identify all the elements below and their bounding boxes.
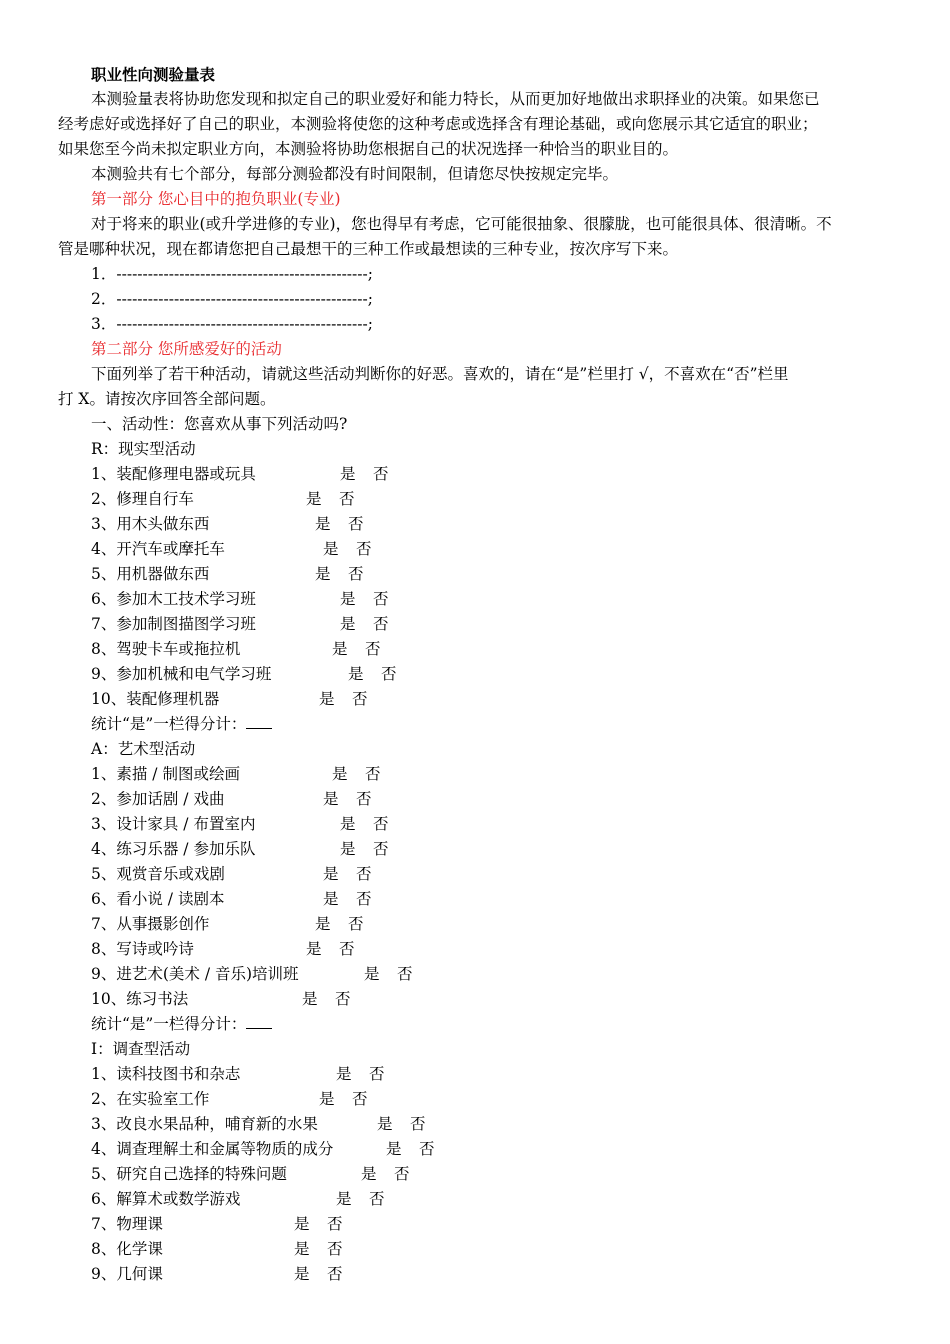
yes-option[interactable]: 是 bbox=[348, 665, 364, 683]
no-option[interactable]: 否 bbox=[327, 1215, 343, 1233]
no-option[interactable]: 否 bbox=[335, 990, 351, 1008]
yes-option[interactable]: 是 bbox=[319, 1090, 335, 1108]
yes-option[interactable]: 是 bbox=[315, 565, 331, 583]
activity-item: 10、装配修理机器 bbox=[91, 690, 220, 708]
no-option[interactable]: 否 bbox=[348, 515, 364, 533]
section-a-title: A：艺术型活动 bbox=[91, 740, 196, 758]
activity-item: 3、用木头做东西 bbox=[91, 515, 210, 533]
part2-para-line-2: 打 X。请按次序回答全部问题。 bbox=[58, 390, 276, 408]
yes-option[interactable]: 是 bbox=[340, 840, 356, 858]
no-option[interactable]: 否 bbox=[327, 1240, 343, 1258]
no-option[interactable]: 否 bbox=[356, 890, 372, 908]
no-option[interactable]: 否 bbox=[339, 940, 355, 958]
answer-blank-2[interactable]: 2．------------------------------------------------; bbox=[91, 290, 373, 308]
score-blank[interactable] bbox=[246, 712, 272, 729]
activity-item: 4、开汽车或摩托车 bbox=[91, 540, 225, 558]
no-option[interactable]: 否 bbox=[352, 690, 368, 708]
activity-item: 7、参加制图描图学习班 bbox=[91, 615, 256, 633]
tally-label: 统计“是”一栏得分计： bbox=[91, 1015, 247, 1033]
no-option[interactable]: 否 bbox=[339, 490, 355, 508]
activity-item: 10、练习书法 bbox=[91, 990, 189, 1008]
activity-item: 9、进艺术(美术 / 音乐)培训班 bbox=[91, 965, 299, 983]
yes-option[interactable]: 是 bbox=[364, 965, 380, 983]
part1-para-line-2: 管是哪种状况，现在都请您把自己最想干的三种工作或最想读的三种专业，按次序写下来。 bbox=[58, 240, 679, 258]
no-option[interactable]: 否 bbox=[373, 590, 389, 608]
yes-option[interactable]: 是 bbox=[336, 1065, 352, 1083]
yes-option[interactable]: 是 bbox=[319, 690, 335, 708]
activity-item: 7、从事摄影创作 bbox=[91, 915, 210, 933]
part2-para-line-1: 下面列举了若干种活动，请就这些活动判断你的好恶。喜欢的，请在“是”栏里打 √，不喜欢在“否”栏里 bbox=[91, 365, 789, 383]
no-option[interactable]: 否 bbox=[369, 1190, 385, 1208]
activity-item: 2、参加话剧 / 戏曲 bbox=[91, 790, 225, 808]
no-option[interactable]: 否 bbox=[410, 1115, 426, 1133]
activity-item: 6、看小说 / 读剧本 bbox=[91, 890, 225, 908]
yes-option[interactable]: 是 bbox=[306, 940, 322, 958]
yes-option[interactable]: 是 bbox=[340, 615, 356, 633]
yes-option[interactable]: 是 bbox=[294, 1240, 310, 1258]
part1-para-line-1: 对于将来的职业(或升学进修的专业)，您也得早有考虑，它可能很抽象、很朦胧，也可能很具体、很清晰。不 bbox=[91, 215, 832, 233]
activity-item: 9、参加机械和电气学习班 bbox=[91, 665, 272, 683]
yes-option[interactable]: 是 bbox=[302, 990, 318, 1008]
section-i-title: I：调查型活动 bbox=[91, 1040, 191, 1058]
answer-blank-3[interactable]: 3．------------------------------------------------; bbox=[91, 315, 373, 333]
no-option[interactable]: 否 bbox=[373, 840, 389, 858]
activity-item: 1、素描 / 制图或绘画 bbox=[91, 765, 240, 783]
activity-item: 2、修理自行车 bbox=[91, 490, 194, 508]
no-option[interactable]: 否 bbox=[381, 665, 397, 683]
activity-item: 6、参加木工技术学习班 bbox=[91, 590, 256, 608]
no-option[interactable]: 否 bbox=[369, 1065, 385, 1083]
yes-option[interactable]: 是 bbox=[294, 1215, 310, 1233]
activity-item: 7、物理课 bbox=[91, 1215, 163, 1233]
yes-option[interactable]: 是 bbox=[323, 790, 339, 808]
yes-option[interactable]: 是 bbox=[315, 515, 331, 533]
yes-option[interactable]: 是 bbox=[323, 865, 339, 883]
yes-option[interactable]: 是 bbox=[306, 490, 322, 508]
yes-option[interactable]: 是 bbox=[377, 1115, 393, 1133]
question-heading: 一、活动性：您喜欢从事下列活动吗? bbox=[91, 415, 348, 433]
activity-item: 4、练习乐器 / 参加乐队 bbox=[91, 840, 256, 858]
yes-option[interactable]: 是 bbox=[323, 540, 339, 558]
no-option[interactable]: 否 bbox=[356, 865, 372, 883]
no-option[interactable]: 否 bbox=[397, 965, 413, 983]
activity-item: 3、改良水果品种，哺育新的水果 bbox=[91, 1115, 318, 1133]
activity-item: 8、化学课 bbox=[91, 1240, 163, 1258]
yes-option[interactable]: 是 bbox=[315, 915, 331, 933]
yes-option[interactable]: 是 bbox=[361, 1165, 377, 1183]
no-option[interactable]: 否 bbox=[365, 765, 381, 783]
activity-item: 6、解算术或数学游戏 bbox=[91, 1190, 241, 1208]
intro-line-1: 本测验量表将协助您发现和拟定自己的职业爱好和能力特长，从而更加好地做出求职择业的决策。如果您已 bbox=[91, 90, 820, 108]
no-option[interactable]: 否 bbox=[373, 615, 389, 633]
part1-heading: 第一部分 您心目中的抱负职业(专业) bbox=[91, 190, 341, 208]
no-option[interactable]: 否 bbox=[356, 540, 372, 558]
activity-item: 5、研究自己选择的特殊问题 bbox=[91, 1165, 287, 1183]
activity-item: 1、读科技图书和杂志 bbox=[91, 1065, 241, 1083]
activity-item: 3、设计家具 / 布置室内 bbox=[91, 815, 256, 833]
no-option[interactable]: 否 bbox=[352, 1090, 368, 1108]
intro-line-3: 如果您至今尚未拟定职业方向，本测验将协助您根据自己的状况选择一种恰当的职业目的。 bbox=[58, 140, 679, 158]
activity-item: 8、写诗或吟诗 bbox=[91, 940, 194, 958]
no-option[interactable]: 否 bbox=[373, 815, 389, 833]
yes-option[interactable]: 是 bbox=[340, 465, 356, 483]
no-option[interactable]: 否 bbox=[373, 465, 389, 483]
activity-item: 9、几何课 bbox=[91, 1265, 163, 1283]
section-r-title: R：现实型活动 bbox=[91, 440, 196, 458]
activity-item: 8、驾驶卡车或拖拉机 bbox=[91, 640, 241, 658]
yes-option[interactable]: 是 bbox=[332, 765, 348, 783]
tally-label: 统计“是”一栏得分计： bbox=[91, 715, 247, 733]
tally-line bbox=[91, 712, 272, 737]
activity-item: 5、观赏音乐或戏剧 bbox=[91, 865, 225, 883]
yes-option[interactable]: 是 bbox=[386, 1140, 402, 1158]
yes-option[interactable]: 是 bbox=[323, 890, 339, 908]
yes-option[interactable]: 是 bbox=[336, 1190, 352, 1208]
part2-heading: 第二部分 您所感爱好的活动 bbox=[91, 340, 282, 358]
activity-item: 1、装配修理电器或玩具 bbox=[91, 465, 256, 483]
no-option[interactable]: 否 bbox=[356, 790, 372, 808]
no-option[interactable]: 否 bbox=[419, 1140, 435, 1158]
score-blank[interactable] bbox=[246, 1012, 272, 1029]
document-title: 职业性向测验量表 bbox=[91, 65, 216, 84]
yes-option[interactable]: 是 bbox=[332, 640, 348, 658]
no-option[interactable]: 否 bbox=[348, 565, 364, 583]
yes-option[interactable]: 是 bbox=[294, 1265, 310, 1283]
answer-blank-1[interactable]: 1．------------------------------------------------; bbox=[91, 265, 373, 283]
no-option[interactable]: 否 bbox=[365, 640, 381, 658]
activity-item: 5、用机器做东西 bbox=[91, 565, 210, 583]
no-option[interactable]: 否 bbox=[394, 1165, 410, 1183]
intro-line-4: 本测验共有七个部分，每部分测验都没有时间限制，但请您尽快按规定完毕。 bbox=[91, 165, 619, 183]
activity-item: 2、在实验室工作 bbox=[91, 1090, 210, 1108]
tally-line bbox=[91, 1012, 272, 1037]
yes-option[interactable]: 是 bbox=[340, 590, 356, 608]
no-option[interactable]: 否 bbox=[348, 915, 364, 933]
yes-option[interactable]: 是 bbox=[340, 815, 356, 833]
no-option[interactable]: 否 bbox=[327, 1265, 343, 1283]
activity-item: 4、调查理解土和金属等物质的成分 bbox=[91, 1140, 334, 1158]
intro-line-2: 经考虑好或选择好了自己的职业，本测验将使您的这种考虑或选择含有理论基础，或向您展示其它适宜的职业； bbox=[58, 115, 818, 133]
